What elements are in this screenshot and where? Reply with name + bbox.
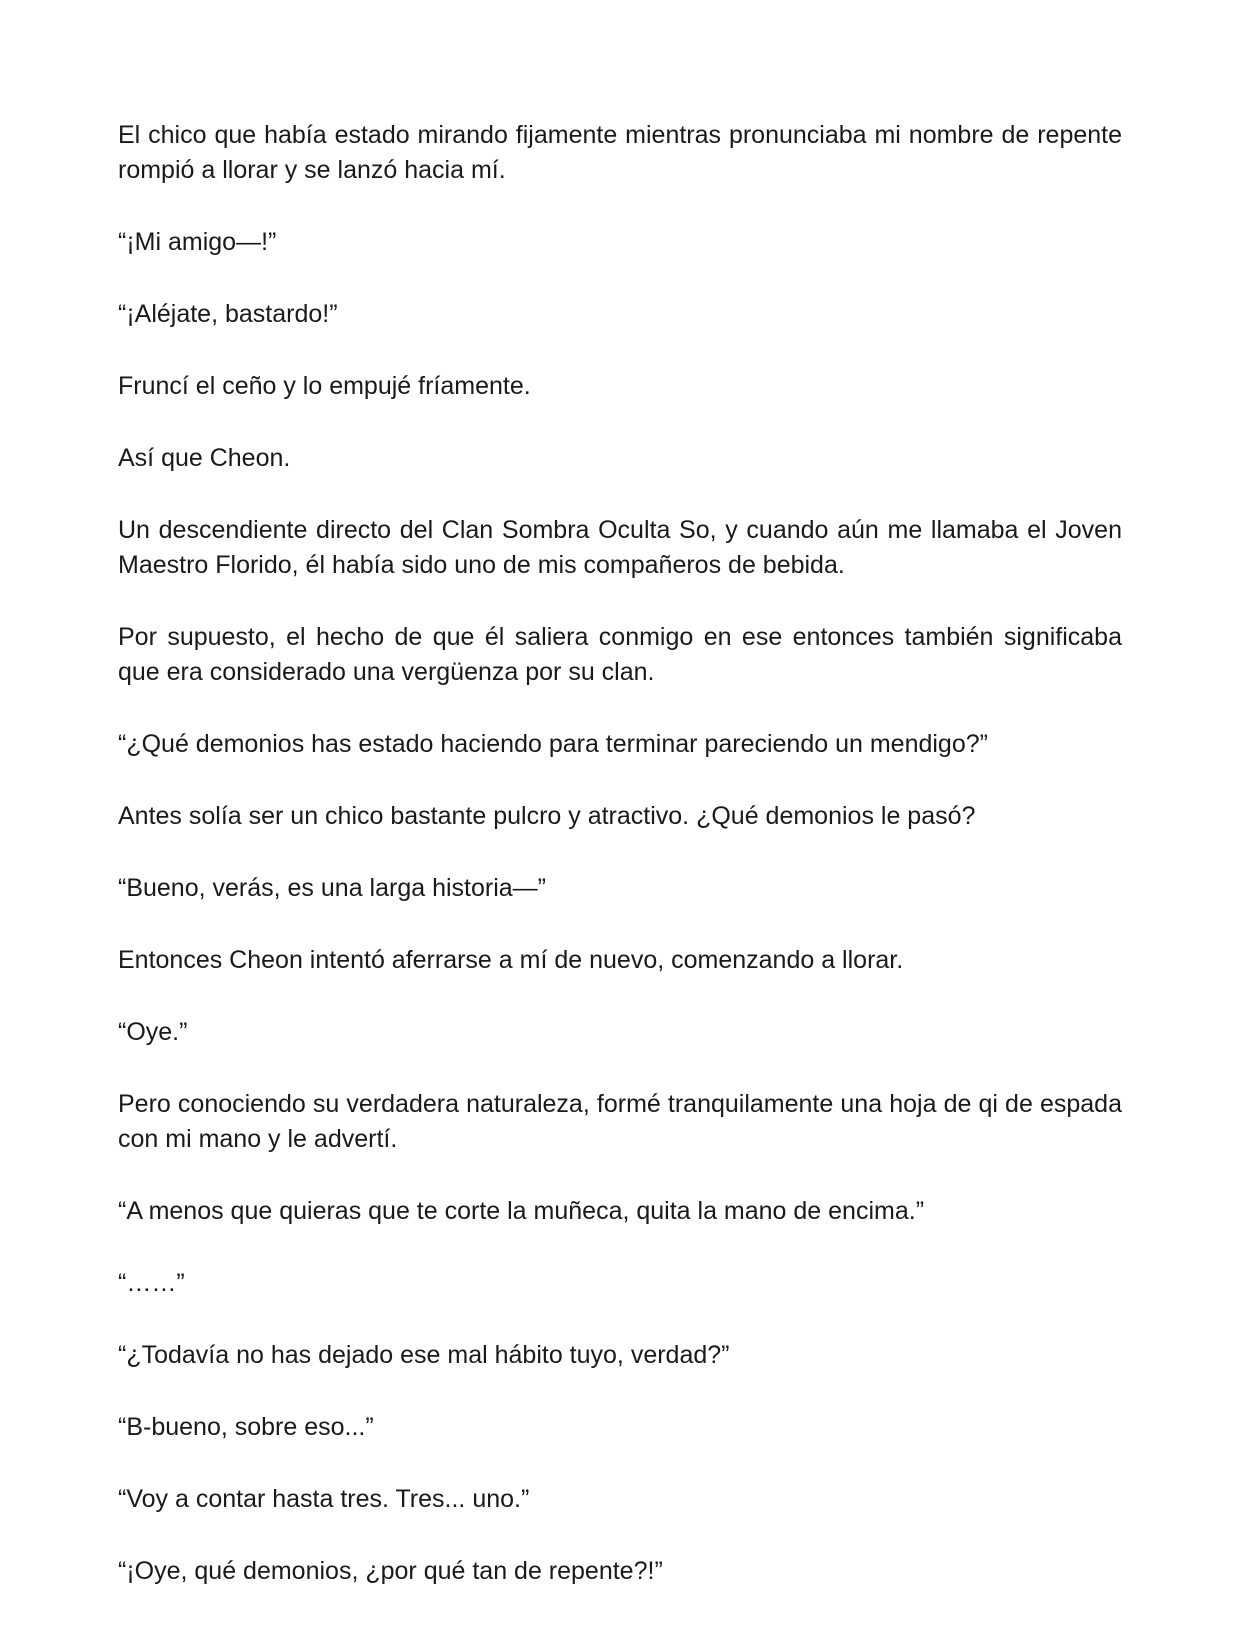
dialogue-line: “¿Todavía no has dejado ese mal hábito tuyo, verdad?” (118, 1341, 730, 1369)
dialogue-line: “B-bueno, sobre eso...” (118, 1413, 374, 1441)
dialogue-line: “A menos que quieras que te corte la muñeca, quita la mano de encima.” (118, 1197, 925, 1225)
paragraph: Por supuesto, el hecho de que él saliera conmigo en ese entonces también significaba que era considerado una vergüenza por su clan. (118, 623, 1122, 686)
document-body (118, 118, 1122, 1626)
dialogue-line: “¡Aléjate, bastardo!” (118, 300, 338, 328)
paragraph: Antes solía ser un chico bastante pulcro y atractivo. ¿Qué demonios le pasó? (118, 802, 976, 830)
dialogue-line: “Oye.” (118, 1018, 188, 1046)
paragraph: Un descendiente directo del Clan Sombra Oculta So, y cuando aún me llamaba el Joven Maestro Florido, él había sido uno de mis compañeros de bebida. (118, 516, 1122, 579)
dialogue-line: “Voy a contar hasta tres. Tres... uno.” (118, 1485, 530, 1513)
dialogue-line: “……” (118, 1269, 185, 1297)
paragraph: Así que Cheon. (118, 444, 291, 472)
dialogue-line: “¡Mi amigo—!” (118, 228, 277, 256)
paragraph: Fruncí el ceño y lo empujé fríamente. (118, 372, 531, 400)
dialogue-line: “¿Qué demonios has estado haciendo para terminar pareciendo un mendigo?” (118, 730, 988, 758)
paragraph: Entonces Cheon intentó aferrarse a mí de nuevo, comenzando a llorar. (118, 946, 904, 974)
dialogue-line: “¡Oye, qué demonios, ¿por qué tan de repente?!” (118, 1557, 663, 1585)
dialogue-line: “Bueno, verás, es una larga historia—” (118, 874, 546, 902)
paragraph: Pero conociendo su verdadera naturaleza, formé tranquilamente una hoja de qi de espada con mi mano y le advertí. (118, 1090, 1122, 1153)
paragraph: El chico que había estado mirando fijamente mientras pronunciaba mi nombre de repente rompió a llorar y se lanzó hacia mí. (118, 121, 1122, 184)
